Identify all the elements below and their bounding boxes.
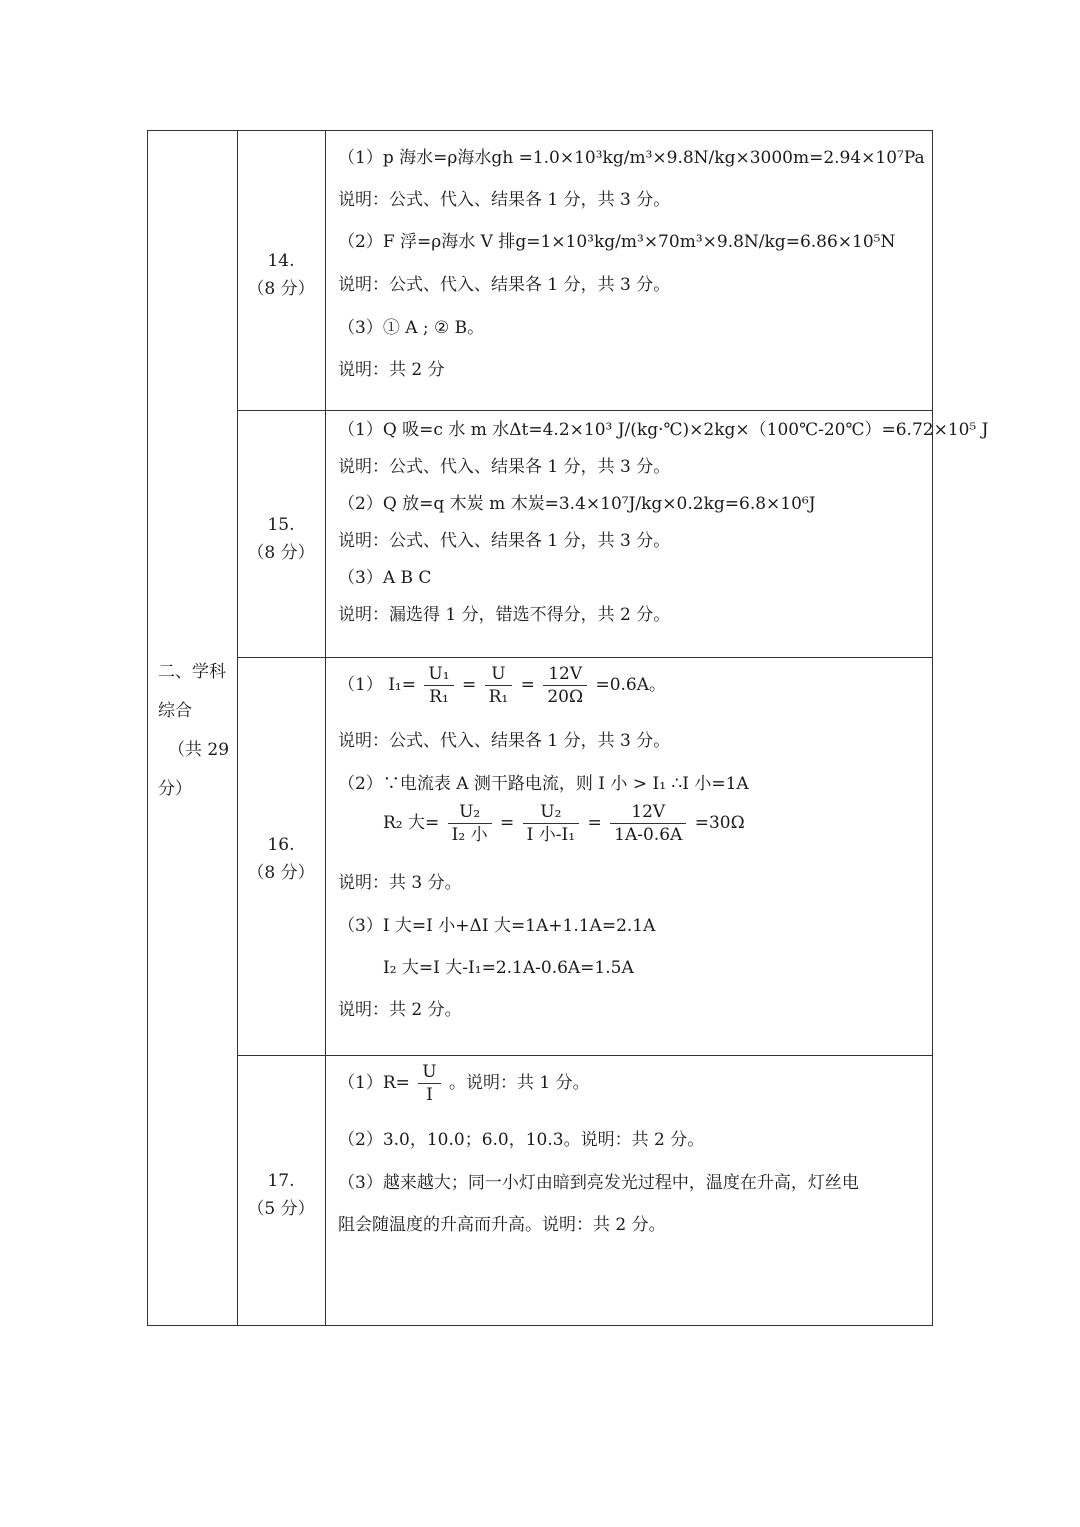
- answer-line: 阻会随温度的升高而升高。说明：共 2 分。: [338, 1215, 666, 1235]
- fraction: $\frac{U}{\text{R₁}}$: [485, 663, 513, 708]
- fraction: $\frac{12V}{1A-0.6A}$: [610, 801, 686, 846]
- column-divider: [237, 131, 238, 1325]
- note-line: 说明：漏选得 1 分，错选不得分，共 2 分。: [338, 605, 671, 625]
- note-line: 说明：公式、代入、结果各 1 分，共 3 分。: [338, 457, 671, 477]
- fraction: $\frac{U}{I}$: [418, 1061, 440, 1106]
- row-divider: [237, 657, 932, 658]
- answer-line: （1）p 海水=ρ海水gh =1.0×10³kg/m³×9.8N/kg×3000m=2.94×10⁷Pa: [338, 148, 925, 168]
- answer-line: （3）A B C: [338, 568, 432, 588]
- section-label: 二、学科 综合 （共 29 分）: [158, 662, 230, 799]
- note-line: 说明：共 2 分: [338, 360, 445, 380]
- answer-line: I₂ 大=I 大-I₁=2.1A-0.6A=1.5A: [383, 958, 634, 978]
- answer-line: （2）F 浮=ρ海水 V 排g=1×10³kg/m³×70m³×9.8N/kg=6.86×10⁵N: [338, 232, 896, 252]
- answer-line: （2）∵电流表 A 测干路电流，则 I 小 > I₁ ∴I 小=1A: [338, 774, 749, 794]
- fraction: $\frac{\text{U₁}}{\text{R₁}}$: [424, 663, 453, 708]
- note-line: 说明：共 3 分。: [338, 873, 462, 893]
- note-line: 说明：公式、代入、结果各 1 分，共 3 分。: [338, 731, 671, 751]
- row-divider: [237, 1055, 932, 1056]
- answer-line: （3）① A ; ② B。: [338, 318, 485, 338]
- note-line: 说明：共 2 分。: [338, 1000, 462, 1020]
- question-number: 15. （8 分）: [247, 515, 315, 563]
- question-number: 14. （8 分）: [247, 251, 315, 299]
- answer-line: （2）Q 放=q 木炭 m 木炭=3.4×10⁷J/kg×0.2kg=6.8×10⁶J: [338, 494, 816, 514]
- fraction: $\frac{\text{U₂}}{\text{I 小-I₁}}$: [523, 801, 579, 846]
- note-line: 说明：公式、代入、结果各 1 分，共 3 分。: [338, 531, 671, 551]
- answer-line: （2）3.0，10.0；6.0，10.3。说明：共 2 分。: [338, 1130, 705, 1150]
- formula-line: （1）R= $\frac{U}{I}$ 。说明：共 1 分。: [338, 1062, 590, 1105]
- fraction: $\frac{\text{U₂}}{\text{I₂ 小}}$: [448, 801, 492, 846]
- note-line: 说明：公式、代入、结果各 1 分，共 3 分。: [338, 275, 671, 295]
- answer-line: （3）越来越大；同一小灯由暗到亮发光过程中，温度在升高，灯丝电: [338, 1173, 859, 1193]
- fraction: $\frac{12V}{20\Omega}$: [543, 663, 587, 708]
- question-number: 16. （8 分）: [247, 835, 315, 883]
- formula-line: （1） I₁= $\frac{\text{U₁}}{\text{R₁}}$ = $\frac{U}{\text{R₁}}$ = $\frac{12V}{20\Omega}$ =0.6A。: [338, 664, 667, 707]
- answer-line: （3）I 大=I 小+ΔI 大=1A+1.1A=2.1A: [338, 916, 656, 936]
- column-divider: [325, 131, 326, 1325]
- formula-line: R₂ 大= $\frac{\text{U₂}}{\text{I₂ 小}}$ = $\frac{\text{U₂}}{\text{I 小-I₁}}$ = $\frac{12V}{1A-0.6A}$ =30Ω: [383, 802, 745, 845]
- row-divider: [237, 410, 932, 411]
- note-line: 说明：公式、代入、结果各 1 分，共 3 分。: [338, 190, 671, 210]
- question-number: 17. （5 分）: [247, 1171, 315, 1219]
- answer-line: （1）Q 吸=c 水 m 水Δt=4.2×10³ J/(kg·℃)×2kg×（100℃-20℃）=6.72×10⁵ J: [338, 420, 989, 440]
- answer-table: [147, 130, 989, 1326]
